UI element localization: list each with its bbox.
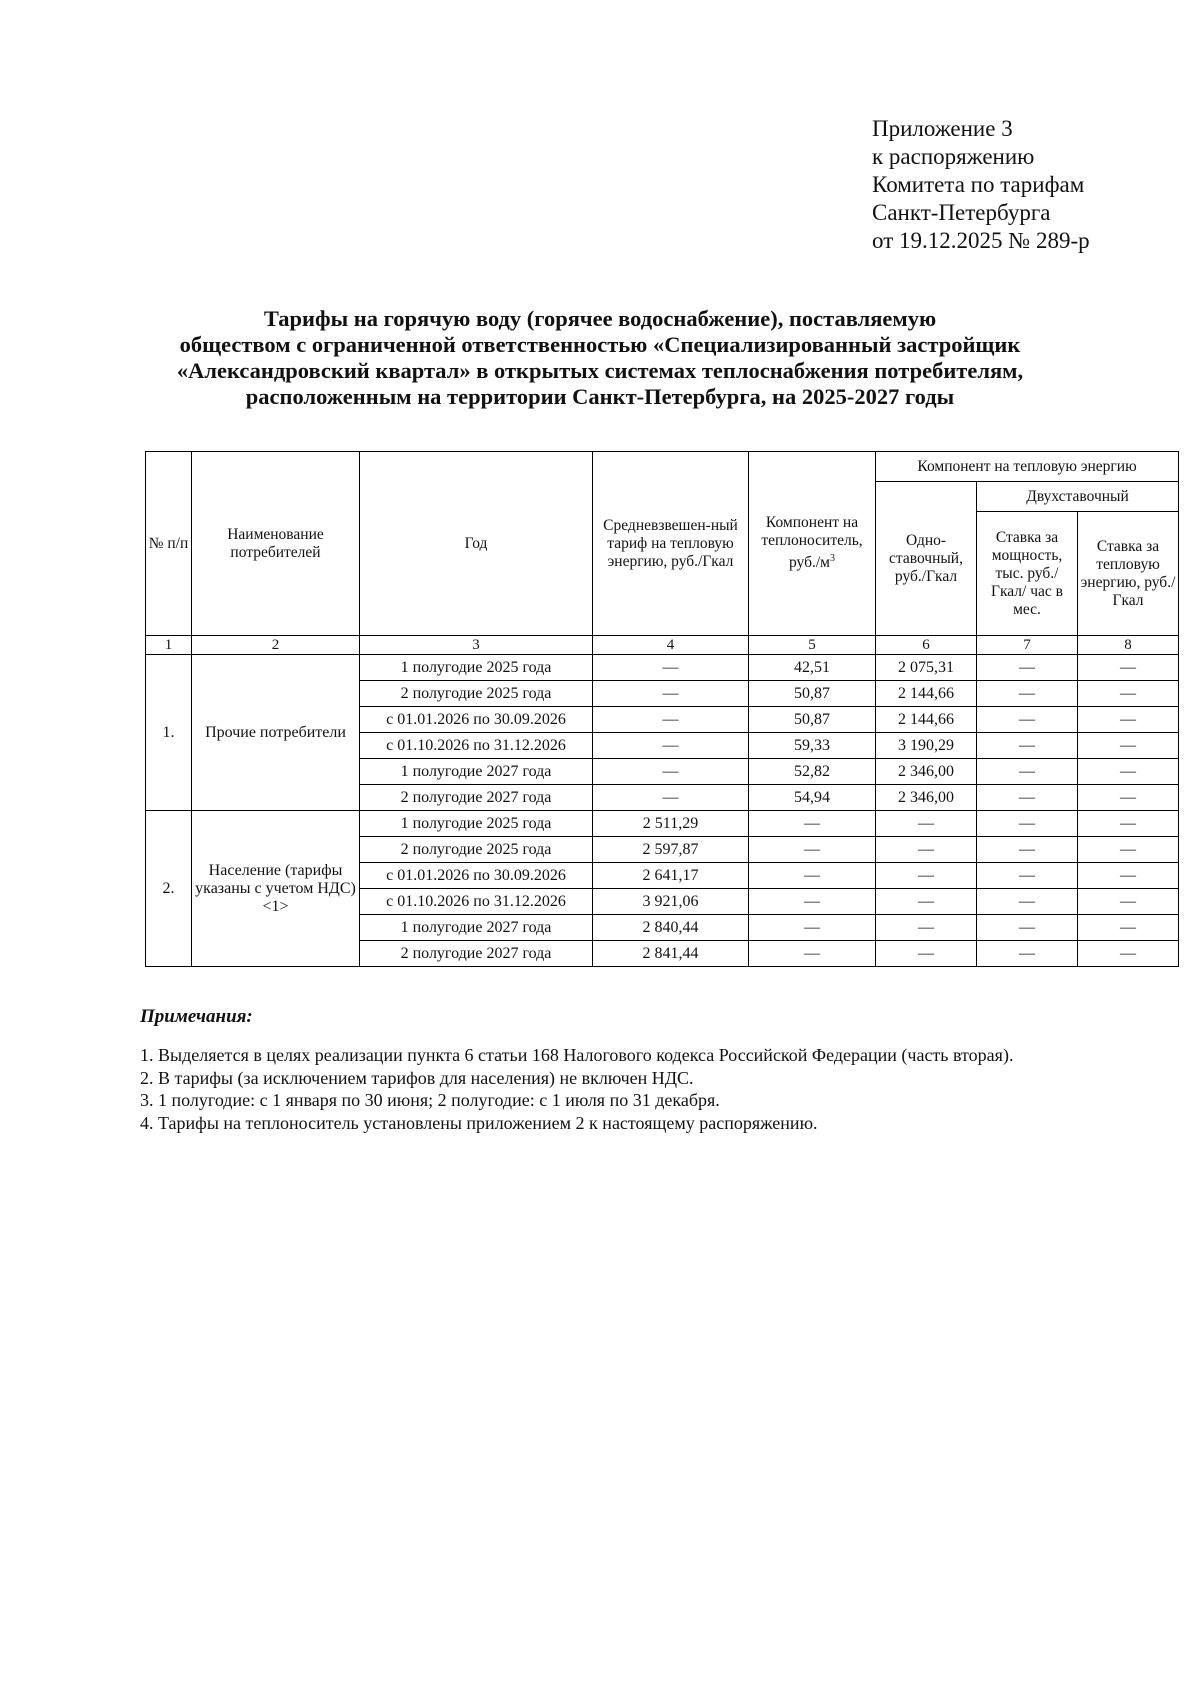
period-cell: с 01.01.2026 по 30.09.2026 — [360, 707, 593, 733]
col-number: 7 — [977, 636, 1078, 655]
carrier-component-cell: — — [749, 941, 876, 967]
capacity-rate-cell: — — [977, 785, 1078, 811]
weighted-tariff-cell: — — [593, 707, 749, 733]
document-title — [150, 306, 1050, 410]
notes-heading: Примечания: — [140, 1006, 253, 1027]
header-carrier-text: Компонент на теплоноситель, руб./м — [761, 514, 863, 572]
appendix-line: к распоряжению — [872, 144, 1035, 169]
weighted-tariff-cell: 2 840,44 — [593, 915, 749, 941]
appendix-line: Комитета по тарифам — [872, 172, 1085, 197]
single-rate-cell: — — [876, 837, 977, 863]
carrier-component-cell: 54,94 — [749, 785, 876, 811]
appendix-block — [872, 115, 1090, 255]
note-item: 1. Выделяется в целях реализации пункта 6 статьи 168 Налогового кодекса Российской Федерации (часть вторая). — [140, 1045, 1014, 1065]
header-capacity-rate: Ставка за мощность, тыс. руб./Гкал/ час в мес. — [977, 512, 1078, 636]
carrier-component-cell: — — [749, 889, 876, 915]
carrier-component-cell: — — [749, 863, 876, 889]
period-cell: 1 полугодие 2027 года — [360, 915, 593, 941]
energy-rate-cell: — — [1078, 863, 1179, 889]
weighted-tariff-cell: 2 597,87 — [593, 837, 749, 863]
note-item: 4. Тарифы на теплоноситель установлены приложением 2 к настоящему распоряжению. — [140, 1112, 818, 1133]
period-cell: 2 полугодие 2027 года — [360, 941, 593, 967]
single-rate-cell: 2 075,31 — [876, 655, 977, 681]
appendix-line: от 19.12.2025 № 289-р — [872, 228, 1090, 253]
capacity-rate-cell: — — [977, 681, 1078, 707]
group-number-cell: 1. — [146, 655, 192, 811]
col-number: 4 — [593, 636, 749, 655]
weighted-tariff-cell: 2 841,44 — [593, 941, 749, 967]
carrier-component-cell: 50,87 — [749, 681, 876, 707]
header-carrier-component — [749, 452, 876, 636]
capacity-rate-cell: — — [977, 707, 1078, 733]
energy-rate-cell: — — [1078, 655, 1179, 681]
energy-rate-cell: — — [1078, 759, 1179, 785]
single-rate-cell: 2 144,66 — [876, 707, 977, 733]
carrier-component-cell: — — [749, 811, 876, 837]
carrier-component-cell: — — [749, 837, 876, 863]
col-number: 2 — [192, 636, 360, 655]
capacity-rate-cell: — — [977, 915, 1078, 941]
table-body — [146, 655, 1179, 967]
single-rate-cell: 2 346,00 — [876, 785, 977, 811]
carrier-component-cell: 50,87 — [749, 707, 876, 733]
energy-rate-cell: — — [1078, 811, 1179, 837]
period-cell: с 01.10.2026 по 31.12.2026 — [360, 733, 593, 759]
title-line: обществом с ограниченной ответственностью «Специализированный застройщик — [179, 332, 1021, 357]
capacity-rate-cell: — — [977, 759, 1078, 785]
single-rate-cell: 2 144,66 — [876, 681, 977, 707]
period-cell: с 01.10.2026 по 31.12.2026 — [360, 889, 593, 915]
header-num: № п/п — [146, 452, 192, 636]
energy-rate-cell: — — [1078, 837, 1179, 863]
note-item: 3. 1 полугодие: с 1 января по 30 июня; 2 полугодие: с 1 июля по 31 декабря. — [140, 1090, 720, 1110]
capacity-rate-cell: — — [977, 837, 1078, 863]
energy-rate-cell: — — [1078, 707, 1179, 733]
single-rate-cell: — — [876, 863, 977, 889]
consumer-name-cell: Прочие потребители — [192, 655, 360, 811]
table-row — [146, 811, 1179, 837]
group-number-cell: 2. — [146, 811, 192, 967]
header-year: Год — [360, 452, 593, 636]
single-rate-cell: — — [876, 915, 977, 941]
header-carrier-sup: 3 — [829, 553, 835, 565]
title-line: «Александровский квартал» в открытых системах теплоснабжения потребителям, — [176, 358, 1024, 383]
appendix-line: Санкт-Петербурга — [872, 200, 1051, 225]
col-number: 1 — [146, 636, 192, 655]
single-rate-cell: 3 190,29 — [876, 733, 977, 759]
appendix-line: Приложение 3 — [872, 116, 1013, 141]
period-cell: с 01.01.2026 по 30.09.2026 — [360, 863, 593, 889]
header-weighted-tariff: Средневзвешен-ный тариф на тепловую энергию, руб./Гкал — [593, 452, 749, 636]
energy-rate-cell: — — [1078, 915, 1179, 941]
energy-rate-cell: — — [1078, 941, 1179, 967]
period-cell: 2 полугодие 2025 года — [360, 681, 593, 707]
header-energy-rate: Ставка за тепловую энергию, руб./Гкал — [1078, 512, 1179, 636]
header-energy-component: Компонент на тепловую энергию — [876, 452, 1179, 482]
header-two-rate: Двухставочный — [977, 482, 1179, 512]
col-number: 5 — [749, 636, 876, 655]
period-cell: 2 полугодие 2027 года — [360, 785, 593, 811]
capacity-rate-cell: — — [977, 811, 1078, 837]
weighted-tariff-cell: — — [593, 785, 749, 811]
period-cell: 2 полугодие 2025 года — [360, 837, 593, 863]
notes-list — [140, 1044, 1013, 1134]
table-header — [146, 452, 1179, 655]
col-number: 8 — [1078, 636, 1179, 655]
carrier-component-cell: 52,82 — [749, 759, 876, 785]
weighted-tariff-cell: 3 921,06 — [593, 889, 749, 915]
period-cell: 1 полугодие 2027 года — [360, 759, 593, 785]
note-item: 2. В тарифы (за исключением тарифов для населения) не включен НДС. — [140, 1067, 694, 1088]
col-number: 3 — [360, 636, 593, 655]
capacity-rate-cell: — — [977, 655, 1078, 681]
weighted-tariff-cell: — — [593, 655, 749, 681]
energy-rate-cell: — — [1078, 733, 1179, 759]
single-rate-cell: 2 346,00 — [876, 759, 977, 785]
capacity-rate-cell: — — [977, 863, 1078, 889]
tariff-table — [145, 451, 1179, 967]
single-rate-cell: — — [876, 889, 977, 915]
title-line: расположенным на территории Санкт-Петербурга, на 2025-2027 годы — [245, 384, 955, 409]
header-consumer: Наименование потребителей — [192, 452, 360, 636]
carrier-component-cell: 59,33 — [749, 733, 876, 759]
single-rate-cell: — — [876, 811, 977, 837]
energy-rate-cell: — — [1078, 889, 1179, 915]
consumer-name-cell: Население (тарифы указаны с учетом НДС) <1> — [192, 811, 360, 967]
capacity-rate-cell: — — [977, 889, 1078, 915]
energy-rate-cell: — — [1078, 785, 1179, 811]
title-line: Тарифы на горячую воду (горячее водоснабжение), поставляемую — [263, 306, 937, 331]
single-rate-cell: — — [876, 941, 977, 967]
capacity-rate-cell: — — [977, 941, 1078, 967]
weighted-tariff-cell: 2 511,29 — [593, 811, 749, 837]
weighted-tariff-cell: — — [593, 681, 749, 707]
period-cell: 1 полугодие 2025 года — [360, 811, 593, 837]
table-row — [146, 655, 1179, 681]
carrier-component-cell: — — [749, 915, 876, 941]
weighted-tariff-cell: — — [593, 733, 749, 759]
header-single-rate: Одно-ставочный, руб./Гкал — [876, 482, 977, 636]
col-number: 6 — [876, 636, 977, 655]
capacity-rate-cell: — — [977, 733, 1078, 759]
energy-rate-cell: — — [1078, 681, 1179, 707]
weighted-tariff-cell: 2 641,17 — [593, 863, 749, 889]
carrier-component-cell: 42,51 — [749, 655, 876, 681]
period-cell: 1 полугодие 2025 года — [360, 655, 593, 681]
weighted-tariff-cell: — — [593, 759, 749, 785]
